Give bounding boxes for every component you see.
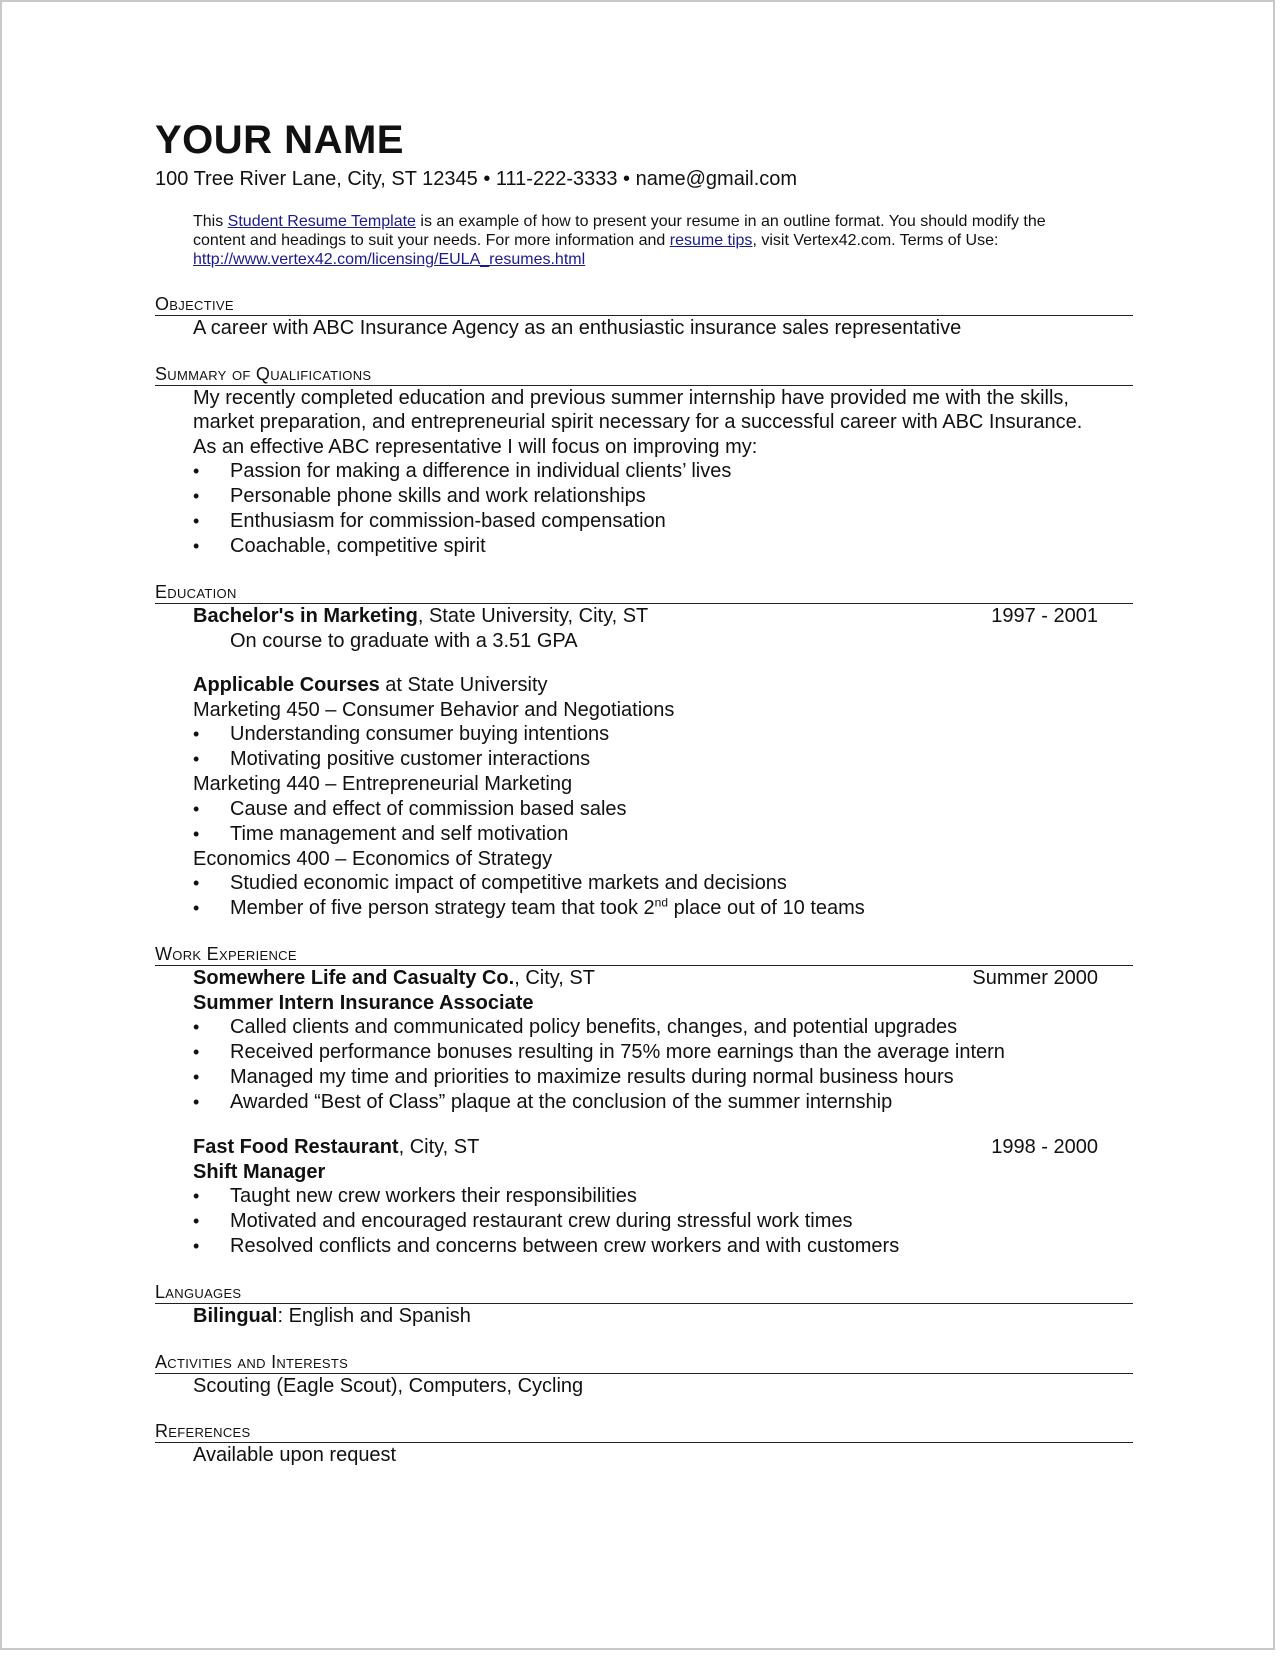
- contact-line: 100 Tree River Lane, City, ST 12345 • 111-222-3333 • name@gmail.com: [155, 168, 798, 190]
- job-title: Shift Manager: [193, 1160, 326, 1183]
- summary-line-3: As an effective ABC representative I will focus on improving my:: [193, 435, 758, 458]
- languages-label: Bilingual: [193, 1305, 278, 1327]
- resume-content: [155, 114, 1133, 1468]
- list-item: • Personable phone skills and work relationships: [155, 484, 1133, 509]
- note-text-1: This: [193, 213, 228, 230]
- list-item: • Cause and effect of commission based sales: [155, 797, 1133, 822]
- languages-section: [155, 1281, 1133, 1329]
- course-title: Marketing 440 – Entrepreneurial Marketing: [193, 773, 573, 795]
- languages-text: : English and Spanish: [277, 1305, 471, 1327]
- references-section: [155, 1420, 1133, 1468]
- list-item: • Member of five person strategy team that took 2nd place out of 10 teams: [155, 896, 1133, 921]
- objective-heading: Objective: [155, 293, 1133, 316]
- note-text-3: , visit Vertex42.com. Terms of Use:: [752, 232, 999, 249]
- course-title: Economics 400 – Economics of Strategy: [193, 847, 553, 870]
- list-item: • Studied economic impact of competitive markets and decisions: [155, 871, 1133, 896]
- education-heading: Education: [155, 581, 1133, 604]
- job-dates: Summer 2000: [972, 967, 1098, 989]
- education-section: [155, 581, 1133, 921]
- resume-tips-link[interactable]: resume tips: [669, 232, 753, 249]
- list-item: • Understanding consumer buying intentions: [155, 722, 1133, 747]
- list-item: • Motivating positive customer interactions: [155, 747, 1133, 772]
- summary-line-1: My recently completed education and previous summer internship have provided me with the skills,: [193, 386, 1069, 409]
- resume-name: YOUR NAME: [155, 118, 404, 162]
- references-heading: References: [155, 1420, 1133, 1443]
- degree-name: Bachelor's in Marketing: [193, 605, 418, 627]
- job-row: Somewhere Life and Casualty Co., City, ST Summer 2000: [193, 967, 1098, 989]
- list-item: • Received performance bonuses resulting in 75% more earnings than the average intern: [155, 1040, 1133, 1065]
- work-heading: Work Experience: [155, 943, 1133, 966]
- objective-text: A career with ABC Insurance Agency as an enthusiastic insurance sales representative: [193, 317, 962, 339]
- summary-section: [155, 363, 1133, 560]
- activities-heading: Activities and Interests: [155, 1351, 1133, 1374]
- work-section: [155, 943, 1133, 1259]
- activities-text: Scouting (Eagle Scout), Computers, Cycling: [193, 1374, 584, 1397]
- student-resume-template-link[interactable]: Student Resume Template: [227, 213, 416, 230]
- languages-heading: Languages: [155, 1281, 1133, 1304]
- list-item: • Coachable, competitive spirit: [155, 534, 1133, 559]
- summary-line-2: market preparation, and entrepreneurial spirit necessary for a successful career with ABC Insurance.: [193, 411, 1083, 433]
- references-text: Available upon request: [193, 1444, 397, 1466]
- gpa-text: On course to graduate with a 3.51 GPA: [230, 629, 578, 652]
- eula-link[interactable]: http://www.vertex42.com/licensing/EULA_resumes.html: [193, 251, 586, 268]
- note-text-2: is an example of how to present your resume in an outline format. You should modify the content and headings to suit your needs. For more information and: [193, 213, 1046, 249]
- objective-section: [155, 293, 1133, 341]
- company-name: Fast Food Restaurant: [193, 1136, 399, 1158]
- list-item: • Called clients and communicated policy benefits, changes, and potential upgrades: [155, 1015, 1133, 1040]
- list-item: • Awarded “Best of Class” plaque at the conclusion of the summer internship: [155, 1090, 1133, 1115]
- list-item: • Managed my time and priorities to maximize results during normal business hours: [155, 1065, 1133, 1090]
- summary-bullets: [155, 459, 1133, 559]
- degree-row: [193, 604, 1098, 629]
- degree-school: , State University, City, ST: [417, 605, 649, 627]
- courses-at: at State University: [379, 674, 548, 696]
- list-item: • Enthusiasm for commission-based compensation: [155, 509, 1133, 534]
- courses-label: Applicable Courses: [193, 674, 380, 696]
- job-dates: 1998 - 2000: [991, 1136, 1098, 1158]
- list-item: • Taught new crew workers their responsibilities: [155, 1184, 1133, 1209]
- summary-heading: Summary of Qualifications: [155, 363, 1133, 386]
- job-row: Fast Food Restaurant, City, ST 1998 - 2000: [193, 1136, 1098, 1158]
- list-item: • Motivated and encouraged restaurant crew during stressful work times: [155, 1209, 1133, 1234]
- list-item: • Resolved conflicts and concerns between crew workers and with customers: [155, 1234, 1133, 1259]
- job-title: Summer Intern Insurance Associate: [193, 991, 534, 1014]
- course-title: Marketing 450 – Consumer Behavior and Negotiations: [193, 698, 675, 721]
- activities-section: [155, 1351, 1133, 1399]
- degree-dates: 1997 - 2001: [991, 605, 1098, 627]
- company-name: Somewhere Life and Casualty Co.: [193, 967, 515, 989]
- list-item: • Time management and self motivation: [155, 822, 1133, 847]
- template-note: [193, 212, 1093, 269]
- list-item: • Passion for making a difference in individual clients’ lives: [155, 459, 1133, 484]
